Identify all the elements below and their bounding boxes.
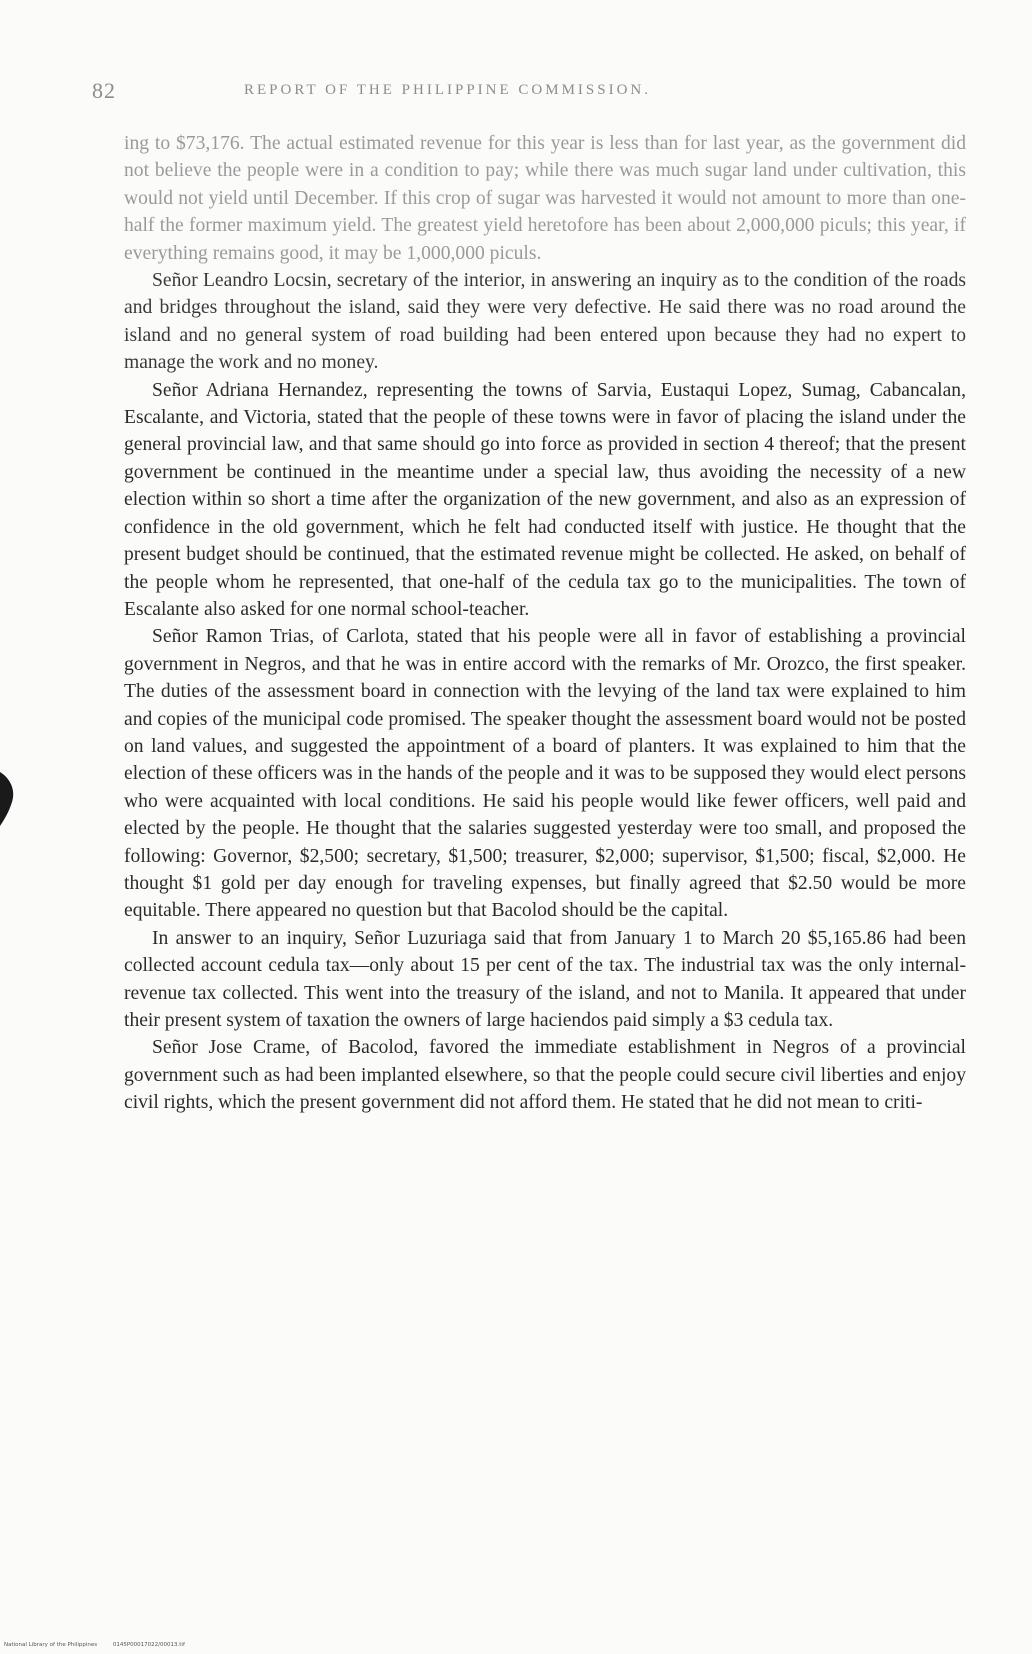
page-number: 82: [92, 78, 116, 103]
running-head: REPORT OF THE PHILIPPINE COMMISSION.: [244, 82, 652, 98]
margin-blot-icon: [0, 768, 18, 828]
paragraph-continued-revenue: ing to $73,176. The actual estimated revenue for this year is less than for last year, as the government did not believe the people were in a condition to pay; while there was much sugar land under cultivation, this would not yield until December. If this crop of sugar was harvested it would not amount to more than one-half the former maximum yield. The greatest yield heretofore has been about 2,000,000 piculs; this year, if everything remains good, it may be 1,000,000 piculs.: [124, 133, 966, 264]
paragraph-luzuriaga: In answer to an inquiry, Señor Luzuriaga said that from January 1 to March 20 $5,165.86 had been collected account cedula tax—only about 15 per cent of the tax. The industrial tax was the only internal-revenue tax collected. This went into the treasury of the island, and not to Manila. It appeared that under their present system of taxation the owners of large haciendos paid simply a $3 cedula tax.: [124, 927, 966, 1031]
scan-footer: [4, 1642, 185, 1648]
paragraph-locsin: Señor Leandro Locsin, secretary of the interior, in answering an inquiry as to the condition of the roads and bridges throughout the island, said they were very defective. He said there was no road around the island and no general system of road building had been entered upon because they had no expert to manage the work and no money.: [124, 270, 966, 374]
paragraph-crame: Señor Jose Crame, of Bacolod, favored the immediate establishment in Negros of a provincial government such as had been implanted elsewhere, so that the people could secure civil liberties and enjoy civil rights, which the present government did not afford them. He stated that he did not mean to criti-: [124, 1037, 966, 1114]
page-header: [92, 78, 967, 106]
paragraph-hernandez: Señor Adriana Hernandez, representing the towns of Sarvia, Eustaqui Lopez, Sumag, Cabancalan, Escalante, and Victoria, stated that the people of these towns were in favor of placing the island under the general provincial law, and that same should go into force as provided in section 4 thereof; that the present government be continued in the meantime under a special law, thus avoiding the necessity of a new election within so short a time after the organization of the new government, and also as an expression of confidence in the old government, which he felt had conducted itself with justice. He thought that the present budget should be continued, that the estimated revenue might be collected. He asked, on behalf of the people whom he represented, that one-half of the cedula tax go to the municipalities. The town of Escalante also asked for one normal school-teacher.: [124, 379, 966, 620]
footer-scan-id: 0145P00017022/00013.tif: [112, 1642, 185, 1648]
body-text: [124, 130, 966, 1117]
footer-library: National Library of the Philippines: [4, 1642, 98, 1648]
paragraph-trias: Señor Ramon Trias, of Carlota, stated that his people were all in favor of establishing a provincial government in Negros, and that he was in entire accord with the remarks of Mr. Orozco, the first speaker. The duties of the assessment board in connection with the levying of the land tax were explained to him and copies of the municipal code promised. The speaker thought the assessment board would not be posted on land values, and suggested the appointment of a board of planters. It was explained to him that the election of these officers was in the hands of the people and it was to be supposed they would elect persons who were acquainted with local conditions. He said his people would like fewer officers, well paid and elected by the people. He thought that the salaries suggested yesterday were too small, and proposed the following: Governor, $2,500; secretary, $1,500; treasurer, $2,000; supervisor, $1,500; fiscal, $2,000. He thought $1 gold per day enough for traveling expenses, but finally agreed that $2.50 would be more equitable. There appeared no question but that Bacolod should be the capital.: [124, 626, 966, 922]
